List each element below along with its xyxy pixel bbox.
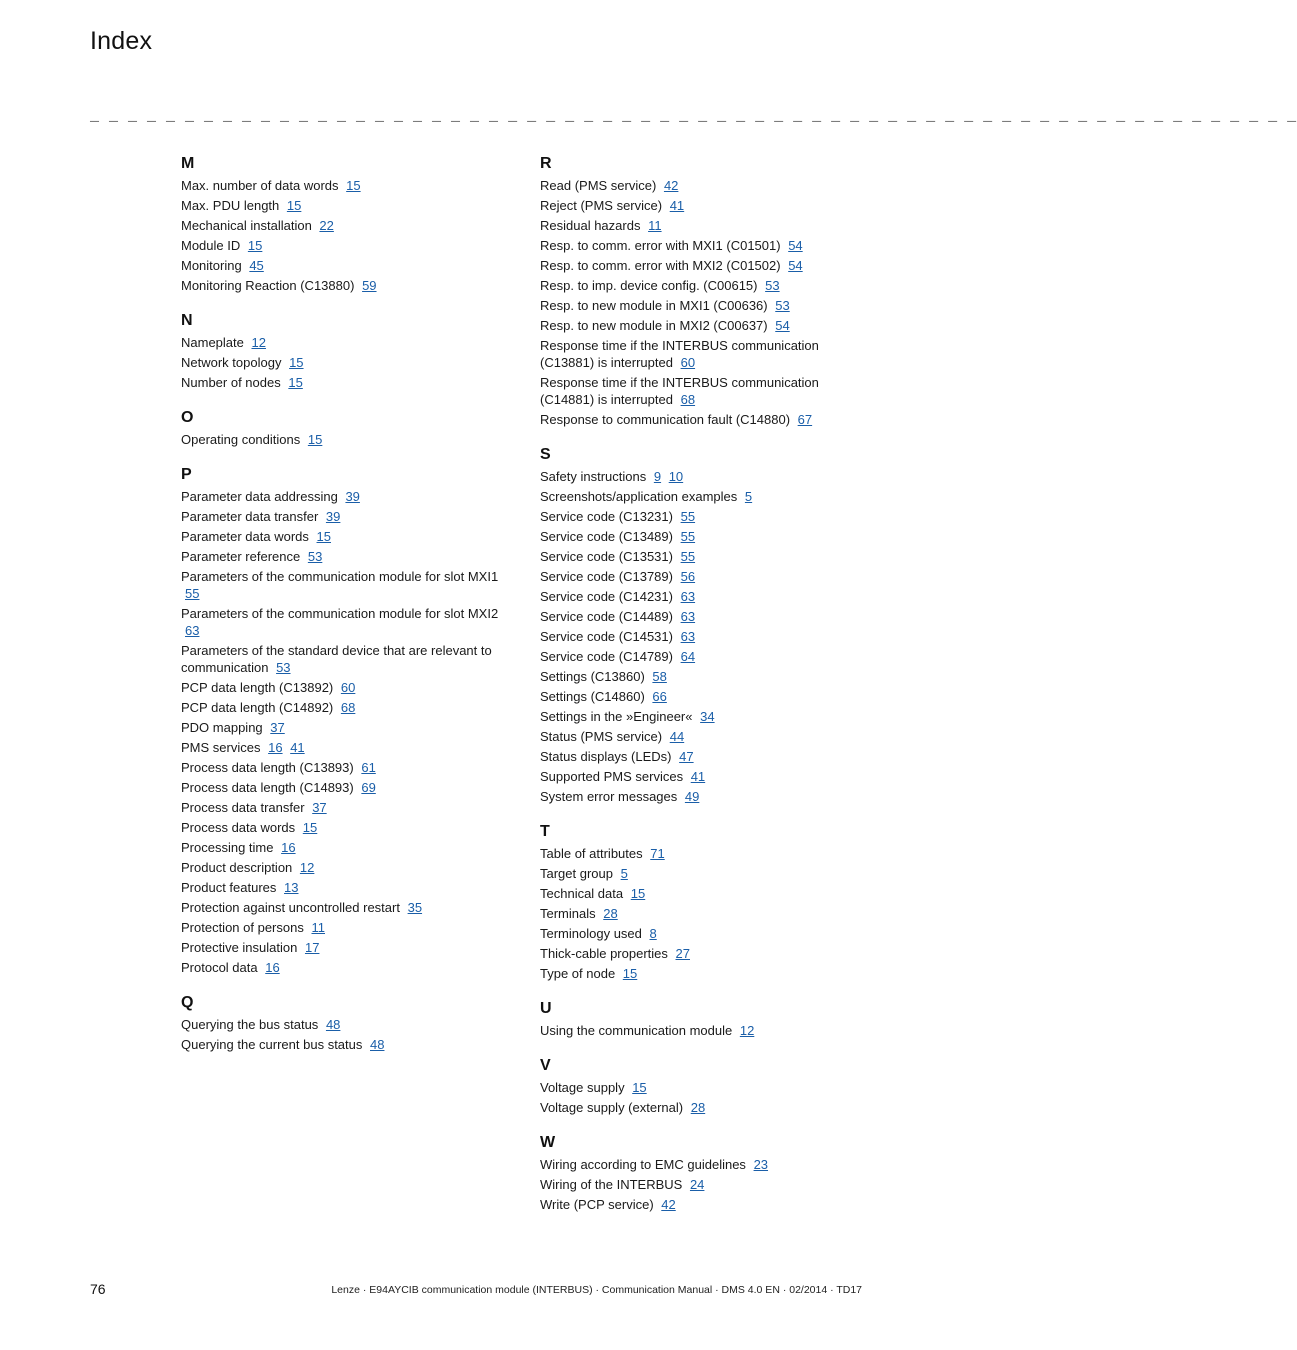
page-link[interactable]: 22: [319, 218, 334, 233]
page-title: Index: [90, 27, 153, 55]
entry-term: Protocol data: [181, 960, 258, 975]
entry-term: Querying the bus status: [181, 1017, 319, 1032]
page-number: 76: [90, 1281, 106, 1297]
page-link[interactable]: 63: [680, 589, 696, 604]
entry-term: Protection against uncontrolled restart: [181, 900, 400, 915]
index-entry: [540, 468, 870, 485]
index-entry: [181, 819, 511, 836]
entry-term: Querying the current bus status: [181, 1037, 363, 1052]
entry-term: Process data length (C13893): [181, 760, 354, 775]
page-link[interactable]: 63: [680, 629, 696, 644]
page-link[interactable]: 54: [788, 258, 803, 273]
page-link[interactable]: 45: [249, 258, 264, 273]
entry-term: Parameters of the standard device that are relevant to communication: [181, 643, 492, 675]
index-entry: [540, 628, 870, 645]
entry-term: Read (PMS service): [540, 178, 657, 193]
index-entry: [181, 779, 511, 796]
page-link[interactable]: 9: [653, 469, 662, 484]
entry-term: Response to communication fault (C14880): [540, 412, 791, 427]
entry-term: Settings (C13860): [540, 669, 645, 684]
entry-term: Response time if the INTERBUS communication (C14881) is interrupted: [540, 375, 819, 407]
entry-term: Monitoring: [181, 258, 242, 273]
index-entry: [540, 488, 870, 505]
index-entry: [181, 1016, 511, 1033]
index-entry: [540, 1099, 870, 1116]
index-entry: [540, 608, 870, 625]
page-link[interactable]: 63: [680, 609, 696, 624]
entry-term: Parameter reference: [181, 549, 301, 564]
page-link[interactable]: 58: [652, 669, 667, 684]
entry-term: Product features: [181, 880, 277, 895]
index-entry: [181, 642, 511, 676]
entry-term: Process data words: [181, 820, 296, 835]
page-link[interactable]: 53: [276, 660, 291, 675]
page-link[interactable]: 44: [669, 729, 685, 744]
index-entry: [181, 679, 511, 696]
entry-term: Status (PMS service): [540, 729, 663, 744]
entry-term: Wiring according to EMC guidelines: [540, 1157, 746, 1172]
index-section-n: [181, 311, 511, 391]
index-entry: [181, 197, 511, 214]
page-link[interactable]: 16: [265, 960, 280, 975]
index-entry: [181, 374, 511, 391]
entry-term: Voltage supply (external): [540, 1100, 684, 1115]
entry-term: PMS services: [181, 740, 261, 755]
entry-term: Processing time: [181, 840, 274, 855]
index-entry: [540, 668, 870, 685]
page-link[interactable]: 15: [630, 886, 646, 901]
entry-term: Parameter data words: [181, 529, 309, 544]
entry-term: Resp. to comm. error with MXI2 (C01502): [540, 258, 781, 273]
index-entry: [181, 699, 511, 716]
entry-term: PCP data length (C13892): [181, 680, 334, 695]
index-entry: [181, 1036, 511, 1053]
index-entry: [540, 905, 870, 922]
entry-term: Thick-cable properties: [540, 946, 668, 961]
entry-term: Service code (C14789): [540, 649, 673, 664]
page-link[interactable]: 55: [680, 549, 696, 564]
page-link[interactable]: 34: [700, 709, 715, 724]
index-entry: [540, 374, 870, 408]
index-entry: [540, 277, 870, 294]
entry-term: PDO mapping: [181, 720, 263, 735]
index-entry: [540, 297, 870, 314]
index-entry: [181, 177, 511, 194]
page-link[interactable]: 60: [680, 355, 696, 370]
entry-term: Write (PCP service): [540, 1197, 654, 1212]
entry-term: Max. number of data words: [181, 178, 339, 193]
entry-term: Voltage supply: [540, 1080, 625, 1095]
entry-term: Using the communication module: [540, 1023, 733, 1038]
index-entry: [540, 588, 870, 605]
index-column-right: [540, 154, 870, 1230]
index-section-s: [540, 445, 870, 805]
entry-term: Technical data: [540, 886, 624, 901]
page-link[interactable]: 60: [340, 680, 356, 695]
entry-term: Wiring of the INTERBUS: [540, 1177, 683, 1192]
index-entry: [540, 411, 870, 428]
page-link[interactable]: 28: [603, 906, 618, 921]
entry-term: Parameter data addressing: [181, 489, 338, 504]
index-entry: [540, 217, 870, 234]
page-link[interactable]: 5: [744, 489, 753, 504]
index-entry: [540, 528, 870, 545]
page-link[interactable]: 39: [325, 509, 341, 524]
index-section-u: [540, 999, 870, 1039]
index-entry: [540, 257, 870, 274]
page-link[interactable]: 39: [345, 489, 360, 504]
page-link[interactable]: 11: [648, 218, 662, 233]
entry-term: Screenshots/application examples: [540, 489, 738, 504]
page-link[interactable]: 12: [299, 860, 315, 875]
entry-term: Protective insulation: [181, 940, 298, 955]
page-link[interactable]: 15: [316, 529, 331, 544]
index-section-r: [540, 154, 870, 428]
index-section-p: [181, 465, 511, 976]
entry-term: Service code (C13489): [540, 529, 673, 544]
page-link[interactable]: 59: [362, 278, 377, 293]
section-letter: O: [181, 409, 194, 426]
index-section-q: [181, 993, 511, 1053]
section-letter: Q: [181, 994, 194, 1011]
index-entry: [540, 337, 870, 371]
index-entry: [540, 925, 870, 942]
page-link[interactable]: 42: [663, 178, 679, 193]
index-entry: [181, 759, 511, 776]
index-entry: [181, 605, 511, 639]
section-letter: N: [181, 312, 193, 329]
index-entry: [540, 728, 870, 745]
entry-term: Service code (C14231): [540, 589, 673, 604]
index-entry: [540, 788, 870, 805]
entry-term: Settings (C14860): [540, 689, 645, 704]
entry-term: Max. PDU length: [181, 198, 280, 213]
page-link[interactable]: 47: [679, 749, 694, 764]
page-link[interactable]: 48: [325, 1017, 341, 1032]
index-entry: [181, 217, 511, 234]
entry-term: Resp. to new module in MXI2 (C00637): [540, 318, 768, 333]
entry-term: Service code (C13531): [540, 549, 673, 564]
page-link[interactable]: 15: [632, 1080, 647, 1095]
index-entry: [181, 859, 511, 876]
index-entry: [181, 257, 511, 274]
page-link[interactable]: 28: [690, 1100, 706, 1115]
entry-term: Protection of persons: [181, 920, 304, 935]
entry-term: Parameters of the communication module for slot MXI2: [181, 606, 499, 621]
page-link[interactable]: 67: [797, 412, 813, 427]
page-link[interactable]: 53: [765, 278, 780, 293]
index-entry: [540, 1196, 870, 1213]
entry-term: Terminals: [540, 906, 596, 921]
entry-term: Service code (C14531): [540, 629, 673, 644]
index-entry: [181, 939, 511, 956]
page-link[interactable]: 12: [739, 1023, 755, 1038]
page-link[interactable]: 53: [775, 298, 790, 313]
page-link[interactable]: 15: [286, 198, 302, 213]
index-entry: [540, 177, 870, 194]
index-entry: [181, 919, 511, 936]
page-link[interactable]: 23: [753, 1157, 769, 1172]
entry-term: Status displays (LEDs): [540, 749, 672, 764]
index-entry: [181, 568, 511, 602]
entry-term: Mechanical installation: [181, 218, 312, 233]
index-entry: [540, 197, 870, 214]
entry-term: Reject (PMS service): [540, 198, 663, 213]
index-entry: [181, 879, 511, 896]
section-letter: W: [540, 1134, 556, 1151]
page-link[interactable]: 8: [649, 926, 657, 941]
section-letter: P: [181, 466, 192, 483]
index-entry: [540, 237, 870, 254]
page-link[interactable]: 10: [668, 469, 684, 484]
index-entry: [540, 1176, 870, 1193]
page-link[interactable]: 53: [307, 549, 323, 564]
page-link[interactable]: 54: [788, 238, 803, 253]
section-letter: U: [540, 1000, 552, 1017]
entry-term: PCP data length (C14892): [181, 700, 334, 715]
index-entry: [540, 1156, 870, 1173]
page-link[interactable]: 15: [289, 355, 304, 370]
index-entry: [540, 568, 870, 585]
entry-term: Settings in the »Engineer«: [540, 709, 693, 724]
page-link[interactable]: 64: [680, 649, 696, 664]
page-link[interactable]: 15: [288, 375, 303, 390]
page-link[interactable]: 66: [652, 689, 667, 704]
entry-term: Resp. to imp. device config. (C00615): [540, 278, 758, 293]
index-entry: [181, 739, 511, 756]
page-link[interactable]: 41: [690, 769, 706, 784]
footer-text: Lenze · E94AYCIB communication module (INTERBUS) · Communication Manual · DMS 4.0 EN · 02/2014 · TD17: [331, 1284, 862, 1296]
entry-term: Resp. to new module in MXI1 (C00636): [540, 298, 768, 313]
entry-term: Network topology: [181, 355, 282, 370]
index-entry: [181, 799, 511, 816]
index-entry: [181, 431, 511, 448]
index-section-m: [181, 154, 511, 294]
entry-term: Operating conditions: [181, 432, 301, 447]
page-link[interactable]: 41: [290, 740, 305, 755]
page-link[interactable]: 68: [340, 700, 356, 715]
entry-term: Parameter data transfer: [181, 509, 319, 524]
page-link[interactable]: 71: [650, 846, 665, 861]
entry-term: Residual hazards: [540, 218, 641, 233]
entry-term: Module ID: [181, 238, 241, 253]
page-link[interactable]: 15: [622, 966, 638, 981]
entry-term: Nameplate: [181, 335, 244, 350]
index-entry: [181, 839, 511, 856]
page-link[interactable]: 63: [185, 623, 200, 638]
page-link[interactable]: 68: [680, 392, 696, 407]
entry-term: Supported PMS services: [540, 769, 684, 784]
page-link[interactable]: 41: [669, 198, 685, 213]
entry-term: System error messages: [540, 789, 678, 804]
page-link[interactable]: 37: [312, 800, 327, 815]
index-entry: [181, 548, 511, 565]
entry-term: Table of attributes: [540, 846, 643, 861]
entry-term: Resp. to comm. error with MXI1 (C01501): [540, 238, 781, 253]
entry-term: Terminology used: [540, 926, 642, 941]
page-link[interactable]: 27: [675, 946, 690, 961]
page-link[interactable]: 54: [775, 318, 790, 333]
index-entry: [540, 1022, 870, 1039]
index-entry: [181, 508, 511, 525]
entry-term: Service code (C13231): [540, 509, 673, 524]
page-link[interactable]: 55: [185, 586, 200, 601]
index-entry: [540, 945, 870, 962]
entry-term: Type of node: [540, 966, 616, 981]
index-entry: [540, 965, 870, 982]
index-entry: [540, 748, 870, 765]
page-link[interactable]: 15: [346, 178, 361, 193]
entry-term: Process data length (C14893): [181, 780, 354, 795]
page-link[interactable]: 37: [270, 720, 285, 735]
index-section-w: [540, 1133, 870, 1213]
index-entry: [540, 1079, 870, 1096]
entry-term: Safety instructions: [540, 469, 647, 484]
index-entry: [540, 648, 870, 665]
page-link[interactable]: 24: [689, 1177, 705, 1192]
index-entry: [181, 488, 511, 505]
index-entry: [181, 334, 511, 351]
section-letter: T: [540, 823, 550, 840]
index-entry: [540, 885, 870, 902]
page-link[interactable]: 61: [361, 760, 376, 775]
entry-term: Response time if the INTERBUS communication (C13881) is interrupted: [540, 338, 819, 370]
entry-term: Monitoring Reaction (C13880): [181, 278, 355, 293]
index-entry: [181, 959, 511, 976]
page-link[interactable]: 12: [251, 335, 266, 350]
index-entry: [540, 317, 870, 334]
page-link[interactable]: 15: [247, 238, 263, 253]
page-link[interactable]: 13: [284, 880, 299, 895]
entry-term: Service code (C13789): [540, 569, 673, 584]
entry-term: Product description: [181, 860, 293, 875]
page-link[interactable]: 48: [370, 1037, 385, 1052]
page-link[interactable]: 56: [680, 569, 696, 584]
page-link[interactable]: 16: [281, 840, 296, 855]
page-link[interactable]: 69: [361, 780, 376, 795]
entry-term: Parameters of the communication module for slot MXI1: [181, 569, 499, 584]
page-link[interactable]: 11: [311, 920, 325, 935]
header-divider: _ _ _ _ _ _ _ _ _ _ _ _ _ _ _ _ _ _ _ _ _ _ _ _ _ _ _ _ _ _ _ _ _ _ _ _ _ _ _ _ _ _ _ _ _ _ _ _ _ _ _ _ _ _ _ _ _ _ _ _ _ _ _ _: [90, 108, 1297, 125]
index-entry: [181, 277, 511, 294]
index-entry: [540, 548, 870, 565]
index-entry: [540, 508, 870, 525]
index-entry: [540, 768, 870, 785]
entry-term: Number of nodes: [181, 375, 281, 390]
index-entry: [540, 688, 870, 705]
page-link[interactable]: 55: [680, 529, 696, 544]
index-entry: [181, 354, 511, 371]
page-link[interactable]: 15: [302, 820, 318, 835]
index-section-t: [540, 822, 870, 982]
section-letter: R: [540, 155, 552, 172]
entry-term: Process data transfer: [181, 800, 305, 815]
index-column-left: [181, 154, 511, 1070]
entry-term: Target group: [540, 866, 613, 881]
page-link[interactable]: 49: [684, 789, 700, 804]
page-link[interactable]: 15: [307, 432, 323, 447]
page-link[interactable]: 5: [620, 866, 628, 881]
index-entry: [181, 899, 511, 916]
page-link[interactable]: 55: [680, 509, 696, 524]
page-link[interactable]: 17: [304, 940, 320, 955]
index-entry: [540, 865, 870, 882]
page-link[interactable]: 16: [268, 740, 283, 755]
page-link[interactable]: 35: [407, 900, 423, 915]
section-letter: V: [540, 1057, 551, 1074]
section-letter: S: [540, 446, 551, 463]
index-entry: [540, 708, 870, 725]
page-link[interactable]: 42: [661, 1197, 676, 1212]
entry-term: Service code (C14489): [540, 609, 673, 624]
index-entry: [181, 237, 511, 254]
index-entry: [181, 528, 511, 545]
index-entry: [540, 845, 870, 862]
index-entry: [181, 719, 511, 736]
index-section-v: [540, 1056, 870, 1116]
section-letter: M: [181, 155, 195, 172]
index-section-o: [181, 408, 511, 448]
